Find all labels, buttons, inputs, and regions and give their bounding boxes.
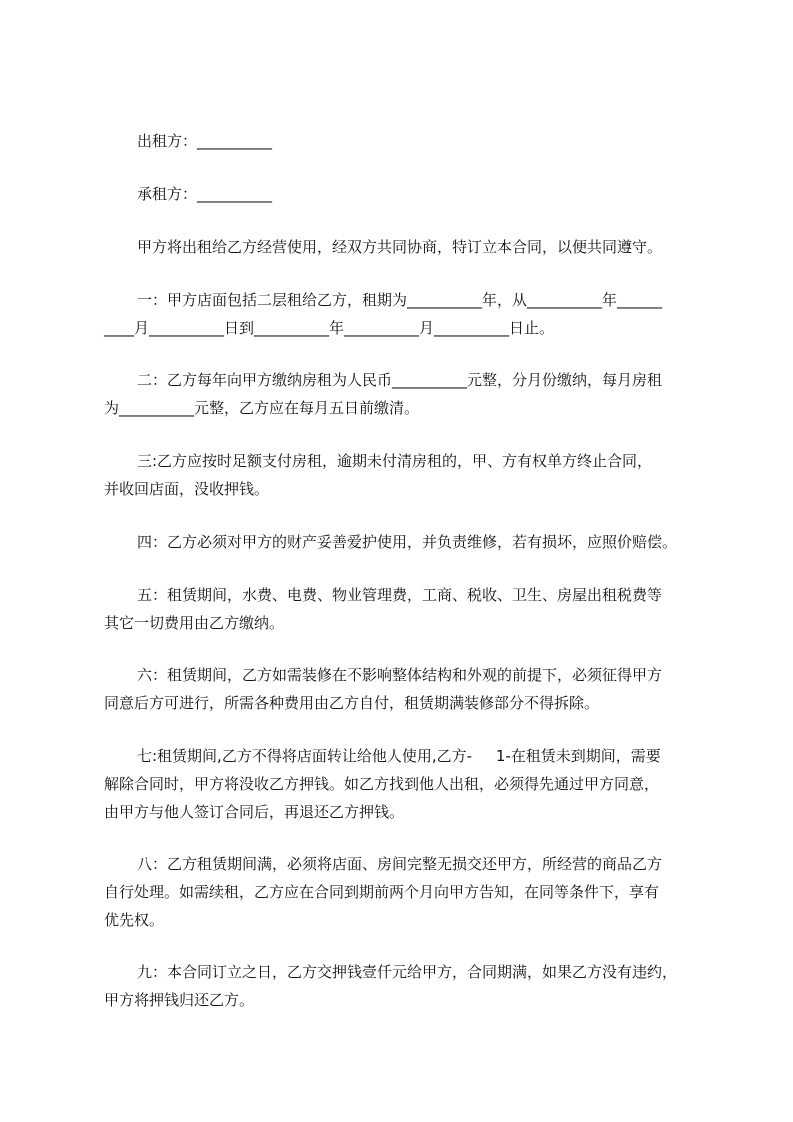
intro-paragraph: 甲方将出租给乙方经营使用，经双方共同协商，特订立本合同，以便共同遵守。 bbox=[137, 238, 663, 256]
clause-line: 七:租赁期间,乙方不得将店面转让给他人使用,乙方- 1-在租赁未到期间，需要 bbox=[137, 747, 661, 765]
clause-line: 自行处理。如需续租，乙方应在合同到期前两个月向甲方告知，在同等条件下，享有 bbox=[104, 883, 660, 901]
clause-line: ____月__________日到__________年__________月__________日止。 bbox=[104, 319, 555, 337]
clause-line: 三:乙方应按时足额支付房租，逾期未付清房租的，甲、方有权单方终止合同， bbox=[137, 452, 653, 470]
lessee-line: 承租方：__________ bbox=[137, 185, 273, 203]
clause-line: 五：租赁期间，水费、电费、物业管理费，工商、税收、卫生、房屋出租税费等 bbox=[137, 586, 663, 604]
clause-line: 一：甲方店面包括二层租给乙方，租期为__________年，从__________年______ bbox=[137, 291, 663, 309]
clause-line: 甲方将押钱归还乙方。 bbox=[104, 991, 255, 1009]
clause-line: 同意后方可进行，所需各种费用由乙方自付，租赁期满装修部分不得拆除。 bbox=[104, 694, 600, 712]
clause-line: 九：本合同订立之日，乙方交押钱壹仟元给甲方，合同期满，如果乙方没有违约， bbox=[137, 963, 678, 981]
lessor-line: 出租方：__________ bbox=[137, 132, 273, 150]
clause-line: 其它一切费用由乙方缴纳。 bbox=[104, 614, 285, 632]
clause-line: 解除合同时，甲方将没收乙方押钱。如乙方找到他人出租，必须得先通过甲方同意， bbox=[104, 775, 660, 793]
clause-line: 六：租赁期间，乙方如需装修在不影响整体结构和外观的前提下，必须征得甲方 bbox=[137, 666, 663, 684]
clause-line: 为__________元整，乙方应在每月五日前缴清。 bbox=[104, 399, 420, 417]
clause-line: 优先权。 bbox=[104, 911, 165, 929]
clause-line: 四：乙方必须对甲方的财产妥善爱护使用，并负责维修，若有损坏，应照价赔偿。 bbox=[137, 533, 678, 551]
clause-line: 二：乙方每年向甲方缴纳房租为人民币__________元整，分月份缴纳，每月房租 bbox=[137, 371, 663, 389]
clause-line: 由甲方与他人签订合同后，再退还乙方押钱。 bbox=[104, 803, 405, 821]
clause-line: 八：乙方租赁期间满，必须将店面、房间完整无损交还甲方，所经营的商品乙方 bbox=[137, 855, 663, 873]
clause-line: 并收回店面，没收押钱。 bbox=[104, 480, 270, 498]
